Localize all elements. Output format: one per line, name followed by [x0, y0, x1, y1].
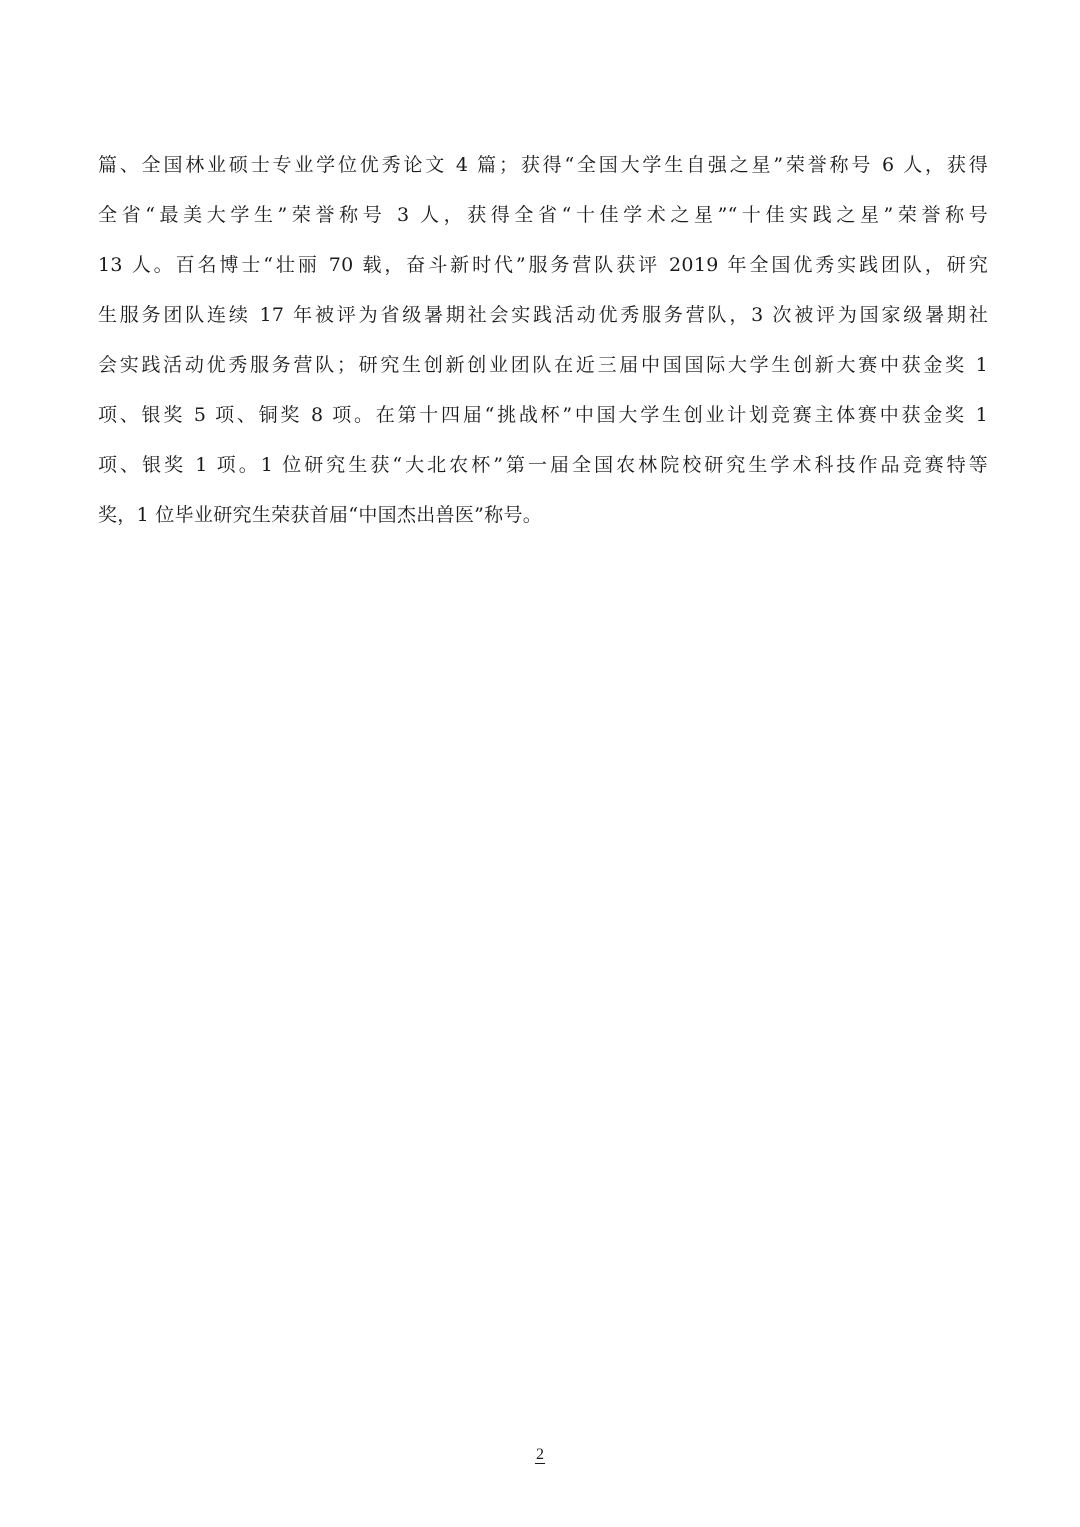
paragraph-line: 项、银奖 5 项、铜奖 8 项。在第十四届“挑战杯”中国大学生创业计划竞赛主体赛中获金奖 1 [98, 404, 988, 426]
paragraph-line: 13 人。百名博士“壮丽 70 载，奋斗新时代”服务营队获评 2019 年全国优秀实践团队，研究 [98, 254, 988, 276]
paragraph-line: 会实践活动优秀服务营队；研究生创新创业团队在近三届中国国际大学生创新大赛中获金奖 1 [98, 354, 988, 376]
paragraph-line: 全省“最美大学生”荣誉称号 3 人，获得全省“十佳学术之星”“十佳实践之星”荣誉称号 [98, 204, 988, 226]
page-number [0, 1446, 1080, 1464]
paragraph-line: 篇、全国林业硕士专业学位优秀论文 4 篇；获得“全国大学生自强之星”荣誉称号 6 人，获得 [98, 154, 988, 176]
body-paragraph [98, 140, 988, 540]
paragraph-line: 奖，1 位毕业研究生荣获首届“中国杰出兽医”称号。 [98, 504, 543, 526]
paragraph-line: 项、银奖 1 项。1 位研究生获“大北农杯”第一届全国农林院校研究生学术科技作品竞赛特等 [98, 454, 988, 476]
page-number-text: 2 [536, 1446, 544, 1463]
paragraph-line: 生服务团队连续 17 年被评为省级暑期社会实践活动优秀服务营队，3 次被评为国家级暑期社 [98, 304, 988, 326]
